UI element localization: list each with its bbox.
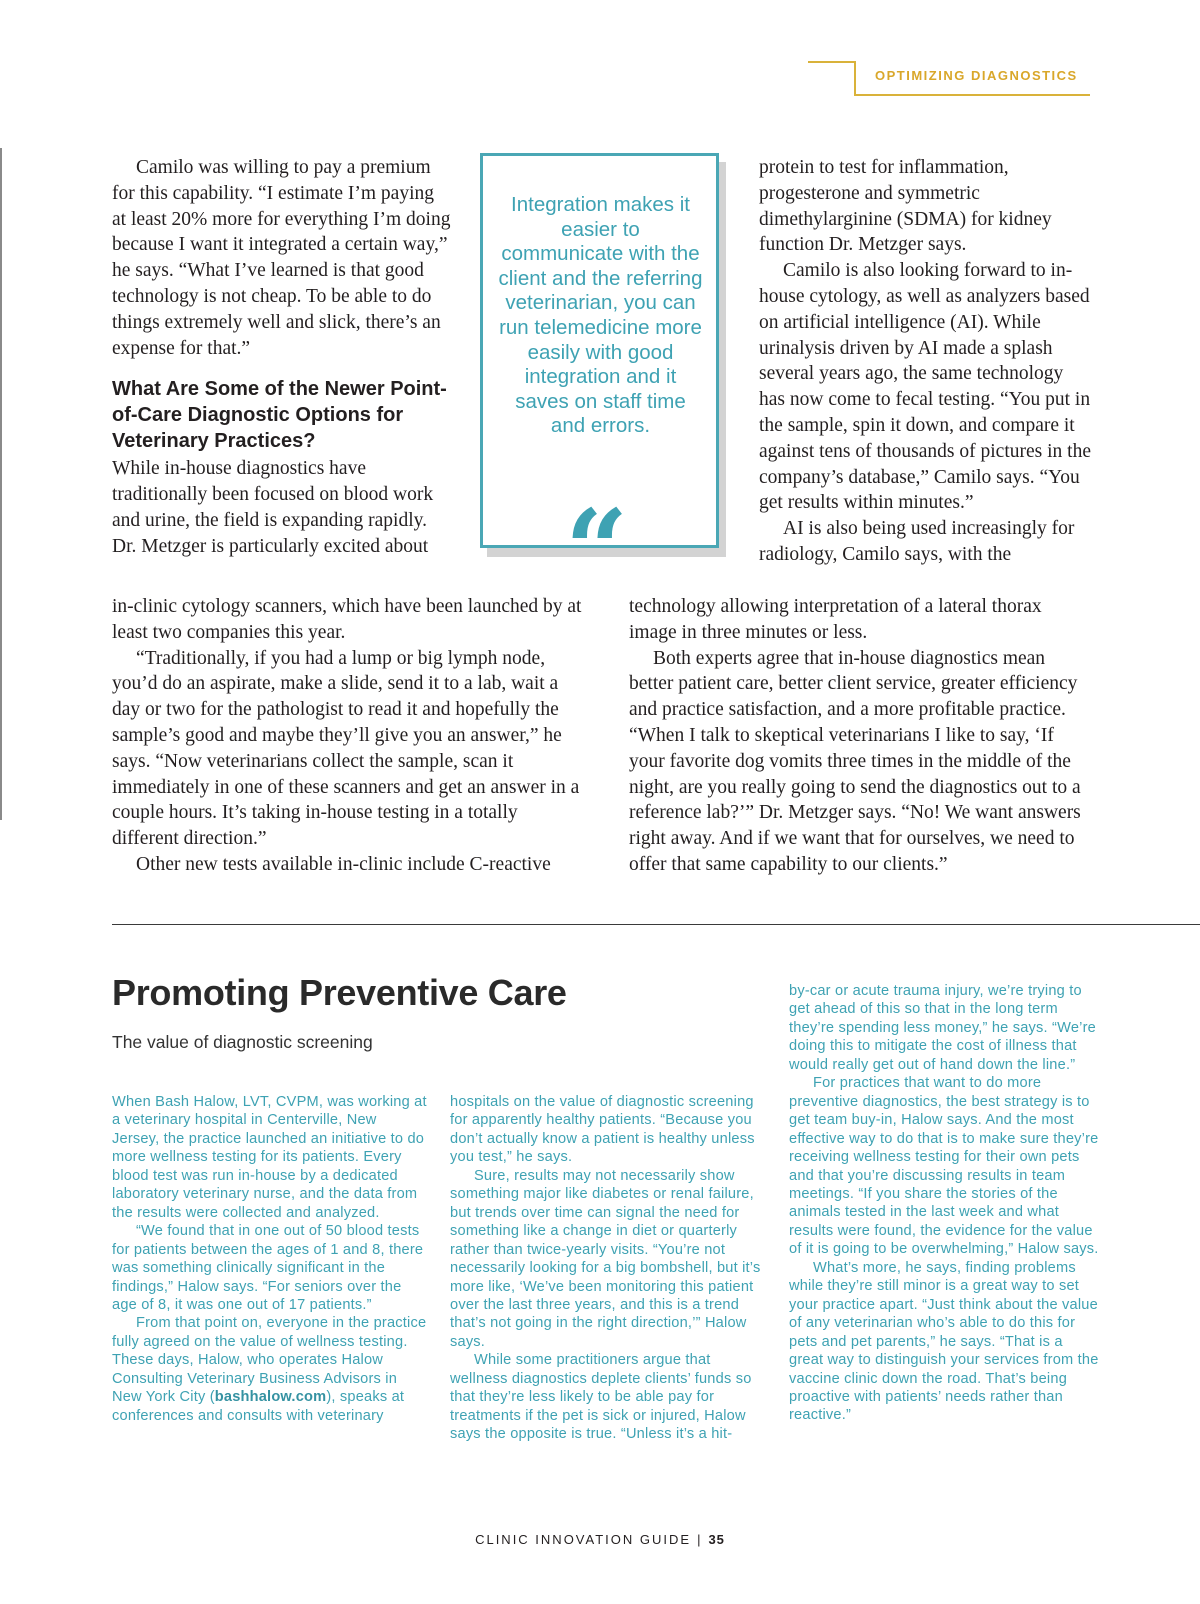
header-rule-vertical [854,61,856,95]
paragraph [112,1314,427,1425]
paragraph: “Traditionally, if you had a lump or big lymph node, you’d do an aspirate, make a slide, send it to a lab, wait a day or two for the pathologist to read it and hopefully the sample’s good and maybe they’ll give you an answer,” he says. “Now veterinarians collect the sample, scan it immediately in one of these scanners and get an answer in a couple hours. It’s taking in-house testing in a totally different direction.” [112,647,580,850]
paragraph: When Bash Halow, LVT, CVPM, was working at a veterinary hospital in Centerville, New Jersey, the practice launched an initiative to do more wellness testing for its patients. Every blood test was run in-house by a dedicated laboratory veterinary nurse, and the data from the results were collected and analyzed. [112,1094,427,1221]
article1-column2 [759,155,1093,568]
paragraph: Other new tests available in-clinic include C-reactive [136,853,551,875]
article-subtitle: The value of diagnostic screening [112,1032,373,1052]
pull-quote-text: Integration makes it easier to communicate with the client and the referring veterinarian, you can run telemedicine more easily with good integration and it saves on staff time and errors. [498,193,703,438]
header-rule-bottom [854,94,1090,96]
article2-column2 [450,1093,765,1444]
margin-rule [0,148,2,820]
paragraph: Camilo is also looking forward to in-house cytology, as well as analyzers based on artificial intelligence (AI). While urinalysis driven by AI made a splash several years ago, the same technology has now come to fecal testing. “You put in the sample, spin it down, and compare it against tens of thousands of pictures in the company’s database,” Camilo says. “You get results within minutes.” [759,260,1091,514]
website-link[interactable]: bashhalow.com [214,1389,327,1406]
article1-column2-continued [629,594,1094,878]
paragraph: by-car or acute trauma injury, we’re trying to get ahead of this so that in the long term they’re spending less money,” he says. “We’re doing this to mitigate the cost of illness that would really get out of hand down the line.” [789,983,1096,1073]
section-label: OPTIMIZING DIAGNOSTICS [875,68,1078,83]
article2-column3 [789,982,1099,1425]
paragraph: While in-house diagnostics have traditionally been focused on blood work and urine, the field is expanding rapidly. Dr. Metzger is particularly excited about [112,458,434,557]
article1-column1 [112,155,452,559]
article1-column1-continued [112,594,582,878]
subheading: What Are Some of the Newer Point-of-Care Diagnostic Options for Veterinary Practices? [112,378,447,452]
paragraph: in-clinic cytology scanners, which have been launched by at least two companies this year. [112,596,582,643]
paragraph: AI is also being used increasingly for radiology, Camilo says, with the [759,518,1075,565]
paragraph: protein to test for inflammation, progesterone and symmetric dimethylarginine (SDMA) for kidney function Dr. Metzger says. [759,157,1052,256]
paragraph: hospitals on the value of diagnostic screening for apparently healthy patients. “Because you don’t actually know a patient is healthy unless you test,” he says. [450,1094,755,1166]
page-number: 35 [708,1532,725,1547]
paragraph: Camilo was willing to pay a premium for this capability. “I estimate I’m paying at least 20% more for everything I’m doing because I want it integrated a certain way,” he says. “What I’ve learned is that good technology is not cheap. To be able to do things extremely well and slick, there’s an expense for that.” [112,157,451,359]
paragraph: Sure, results may not necessarily show something major like diabetes or renal failure, but trends over time can signal the need for something like a change in diet or quarterly rather than twice-yearly visits. “You’re not necessarily looking for a big bombshell, but it’s more like, ‘We’ve been monitoring this patient over the last three years, and this is a trend that’s not going in the right direction,’” Halow says. [450,1167,761,1350]
paragraph: For practices that want to do more preventive diagnostics, the best strategy is to get team buy-in, Halow says. And the most effective way to do that is to make sure they’re receiving wellness testing for their own pets and that you’re discussing results in team meetings. “If you share the stories of the animals tested in the last week and what results were found, the evidence for the value of it is going to be overwhelming,” Halow says. [789,1075,1099,1258]
paragraph: While some practitioners argue that wellness diagnostics deplete clients’ funds so that they’re less likely to be able pay for treatments if the pet is sick or injured, Halow says the opposite is true. “Unless it’s a hit- [450,1352,752,1443]
paragraph: “We found that in one out of 50 blood tests for patients between the ages of 1 and 8, there was something clinically significant in the findings,” Halow says. “For seniors over the age of 8, it was one out of 17 patients.” [112,1223,424,1313]
footer-separator: | [697,1532,703,1547]
article2-column1 [112,1093,427,1425]
header-rule-top [808,61,856,63]
paragraph: Both experts agree that in-house diagnostics mean better patient care, better client service, greater efficiency and practice satisfaction, and a more profitable practice. “When I talk to skeptical veterinarians I like to say, ‘If your favorite dog vomits three times in the middle of the night, are you really going to send the diagnostics out to a reference lab?’” Dr. Metzger says. “No! We want answers right away. And if we want that for ourselves, we need to offer that same capability to our clients.” [629,647,1081,875]
article-title: Promoting Preventive Care [112,972,567,1013]
page-footer [0,1532,1200,1547]
quote-mark-icon: “ [565,485,629,614]
publication-name: CLINIC INNOVATION GUIDE [475,1532,692,1547]
section-divider [112,924,1200,925]
paragraph: What’s more, he says, finding problems while they’re still minor is a great way to set your practice apart. “Just think about the value of any veterinarian who’s able to do this for pets and pet parents,” he says. “That is a great way to distinguish your services from the vaccine clinic down the road. That’s being proactive with patients’ needs rather than reactive.” [789,1259,1099,1424]
paragraph-text: From that point on, everyone in the practice fully agreed on the value of wellness testing. These days, Halow, who operates Halow Consulting Veterinary Business Advisors in New York City ( [112,1315,427,1406]
paragraph-text: ), speaks at conferences and consults with veterinary [112,1389,405,1424]
paragraph: technology allowing interpretation of a lateral thorax image in three minutes or less. [629,596,1042,643]
